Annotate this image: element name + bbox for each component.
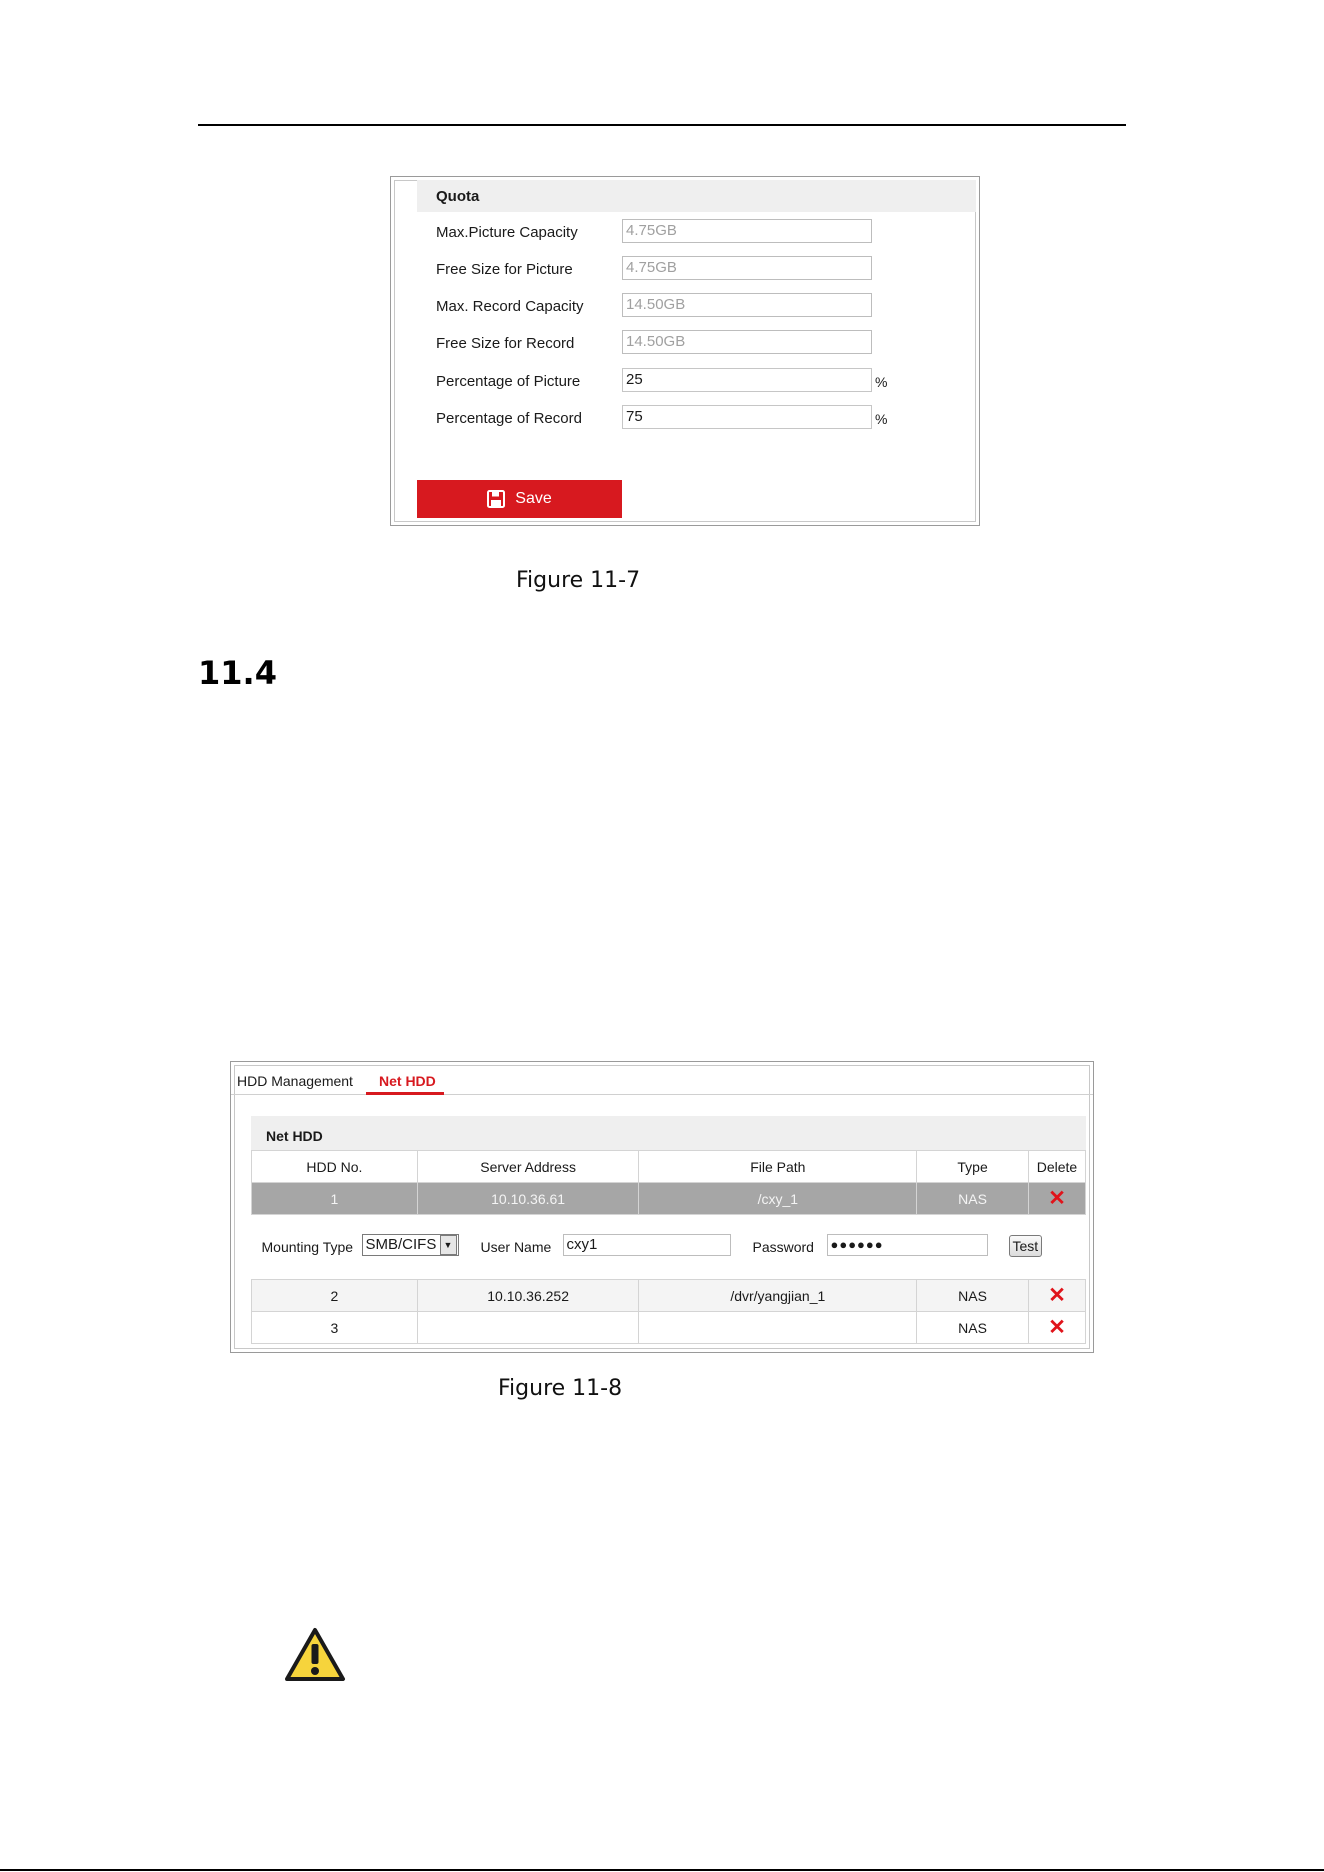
type-cell: NAS <box>917 1312 1029 1344</box>
net-hdd-table <box>251 1150 1086 1344</box>
section-heading: 11.4 <box>198 654 277 692</box>
password-label: Password <box>752 1239 814 1255</box>
column-header: HDD No. <box>252 1151 418 1183</box>
percentage-record-input[interactable]: 75 <box>622 405 872 429</box>
user-name-label: User Name <box>480 1239 552 1255</box>
field-label-percentage-record: Percentage of Record <box>436 410 582 427</box>
mounting-settings-cell <box>252 1215 1086 1280</box>
net-hdd-section-bar <box>251 1116 1086 1150</box>
save-button[interactable] <box>417 480 622 518</box>
field-label-percentage-picture: Percentage of Picture <box>436 373 581 390</box>
mounting-settings <box>252 1215 1086 1279</box>
net-hdd-section-title: Net HDD <box>266 1128 323 1144</box>
hdd-no-cell: 2 <box>252 1280 418 1312</box>
tab-strip-divider <box>231 1094 1093 1095</box>
server-address-cell <box>417 1312 639 1344</box>
percentage-picture-input[interactable]: 25 <box>622 368 872 392</box>
max-record-capacity-field[interactable]: 14.50GB <box>622 293 872 317</box>
save-button-label: Save <box>515 490 552 507</box>
figure-caption-11-8: Figure 11-8 <box>498 1376 623 1401</box>
table-header-row <box>252 1151 1086 1183</box>
net-hdd-panel <box>230 1061 1094 1353</box>
table-row-selected[interactable] <box>252 1183 1086 1215</box>
hdd-no-cell: 1 <box>252 1183 418 1215</box>
percentage-picture-unit: % <box>875 374 888 390</box>
figure-caption-11-7: Figure 11-7 <box>516 568 641 593</box>
close-icon[interactable]: ✕ <box>1048 1187 1066 1210</box>
quota-header-bar <box>417 180 976 212</box>
table-row[interactable] <box>252 1312 1086 1344</box>
quota-title: Quota <box>436 188 480 205</box>
tab-net-hdd[interactable]: Net HDD <box>379 1073 436 1089</box>
field-label-free-size-picture: Free Size for Picture <box>436 261 573 278</box>
free-size-picture-field[interactable]: 4.75GB <box>622 256 872 280</box>
file-path-cell: /dvr/yangjian_1 <box>639 1280 917 1312</box>
quota-panel <box>390 176 980 526</box>
password-input[interactable]: ●●●●●● <box>827 1234 988 1256</box>
mounting-type-value: SMB/CIFS <box>365 1236 437 1253</box>
footer-rule <box>0 1869 1324 1871</box>
user-name-input[interactable]: cxy1 <box>563 1234 731 1256</box>
free-size-record-field[interactable]: 14.50GB <box>622 330 872 354</box>
save-icon <box>487 490 505 508</box>
column-header: File Path <box>639 1151 917 1183</box>
file-path-cell <box>639 1312 917 1344</box>
delete-cell <box>1028 1280 1085 1312</box>
tab-hdd-management[interactable]: HDD Management <box>237 1073 353 1089</box>
type-cell: NAS <box>917 1280 1029 1312</box>
field-label-max-record-capacity: Max. Record Capacity <box>436 298 584 315</box>
field-label-free-size-record: Free Size for Record <box>436 335 575 352</box>
delete-cell <box>1028 1183 1085 1215</box>
mounting-type-label: Mounting Type <box>261 1239 354 1255</box>
max-picture-capacity-field[interactable]: 4.75GB <box>622 219 872 243</box>
warning-icon <box>284 1627 346 1683</box>
test-button[interactable]: Test <box>1009 1235 1043 1257</box>
type-cell: NAS <box>917 1183 1029 1215</box>
server-address-cell: 10.10.36.252 <box>417 1280 639 1312</box>
active-tab-indicator <box>366 1092 444 1095</box>
header-rule <box>198 124 1126 126</box>
hdd-no-cell: 3 <box>252 1312 418 1344</box>
server-address-cell: 10.10.36.61 <box>417 1183 639 1215</box>
mounting-settings-row <box>252 1215 1086 1280</box>
field-label-max-picture-capacity: Max.Picture Capacity <box>436 224 578 241</box>
delete-cell <box>1028 1312 1085 1344</box>
table-row[interactable] <box>252 1280 1086 1312</box>
chevron-down-icon[interactable]: ▼ <box>440 1235 457 1255</box>
column-header: Type <box>917 1151 1029 1183</box>
percentage-record-unit: % <box>875 411 888 427</box>
column-header: Server Address <box>417 1151 639 1183</box>
close-icon[interactable]: ✕ <box>1048 1284 1066 1307</box>
column-header: Delete <box>1028 1151 1085 1183</box>
file-path-cell: /cxy_1 <box>639 1183 917 1215</box>
close-icon[interactable]: ✕ <box>1048 1316 1066 1339</box>
